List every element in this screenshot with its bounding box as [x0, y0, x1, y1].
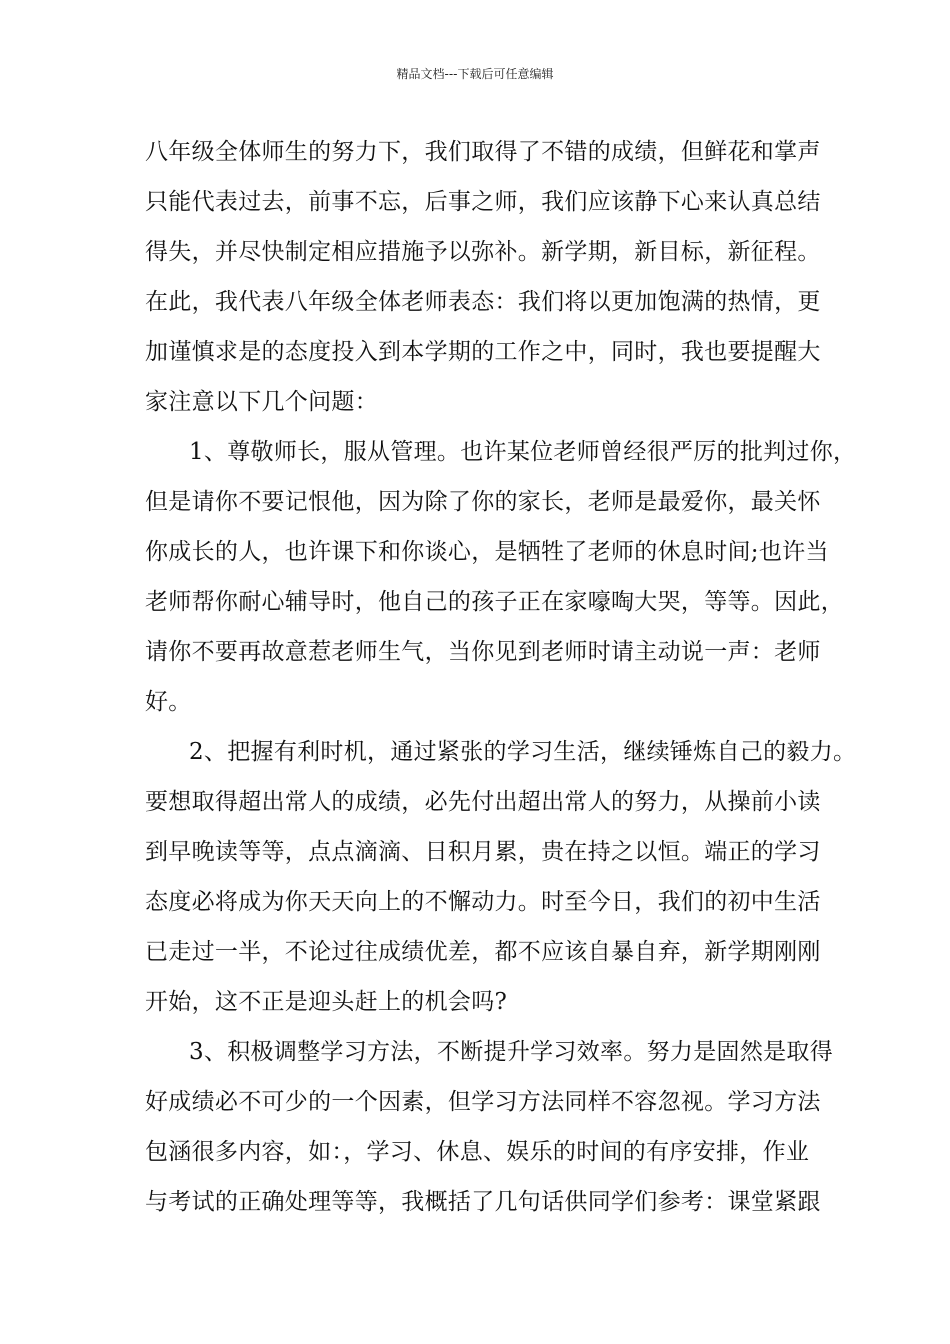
- text-line: 已走过一半，不论过往成绩优差，都不应该自暴自弃，新学期刚刚: [145, 939, 821, 965]
- text-line: 得失，并尽快制定相应措施予以弥补。新学期，新目标，新征程。: [145, 239, 821, 265]
- text-line: 态度必将成为你天天向上的不懈动力。时至今日，我们的初中生活: [145, 889, 821, 915]
- text-line: 好。: [145, 689, 192, 715]
- paragraph-item-1: [145, 427, 857, 727]
- paragraph-intro: [145, 127, 821, 427]
- text-line: 八年级全体师生的努力下，我们取得了不错的成绩，但鲜花和掌声: [145, 139, 821, 165]
- text-line: 要想取得超出常人的成绩，必先付出超出常人的努力，从操前小读: [145, 789, 821, 815]
- text-line: 加谨慎求是的态度投入到本学期的工作之中，同时，我也要提醒大: [145, 339, 821, 365]
- paragraph-item-2: [145, 727, 857, 1027]
- text-line: 请你不要再故意惹老师生气，当你见到老师时请主动说一声：老师: [145, 639, 821, 665]
- text-line: 你成长的人，也许课下和你谈心，是牺牲了老师的休息时间;也许当: [145, 539, 829, 565]
- page-header: 精品文档---下载后可任意编辑: [396, 67, 554, 81]
- text-line: 开始，这不正是迎头赶上的机会吗?: [145, 989, 508, 1015]
- text-line: 与考试的正确处理等等，我概括了几句话供同学们参考：课堂紧跟: [145, 1189, 821, 1215]
- text-line: 但是请你不要记恨他，因为除了你的家长，老师是最爱你，最关怀: [145, 489, 821, 515]
- paragraph-item-3: [145, 1027, 834, 1227]
- text-line: 好成绩必不可少的一个因素，但学习方法同样不容忽视。学习方法: [145, 1089, 821, 1115]
- text-line: 老师帮你耐心辅导时，他自己的孩子正在家嚎啕大哭，等等。因此，: [145, 589, 844, 615]
- text-line: 包涵很多内容，如：，学习、休息、娱乐的时间的有序安排，作业: [145, 1139, 810, 1165]
- text-line: 到早晚读等等，点点滴滴、日积月累，贵在持之以恒。端正的学习: [145, 839, 821, 865]
- text-line: 只能代表过去，前事不忘，后事之师，我们应该静下心来认真总结: [145, 189, 821, 215]
- text-line: 3、积极调整学习方法，不断提升学习效率。努力是固然是取得: [189, 1039, 834, 1065]
- text-line: 1、尊敬师长，服从管理。也许某位老师曾经很严厉的批判过你，: [189, 439, 857, 465]
- text-line: 在此，我代表八年级全体老师表态：我们将以更加饱满的热情，更: [145, 289, 821, 315]
- document-body: [145, 127, 857, 1227]
- text-line: 家注意以下几个问题：: [145, 389, 378, 415]
- text-line: 2、把握有利时机，通过紧张的学习生活，继续锤炼自己的毅力。: [189, 739, 857, 765]
